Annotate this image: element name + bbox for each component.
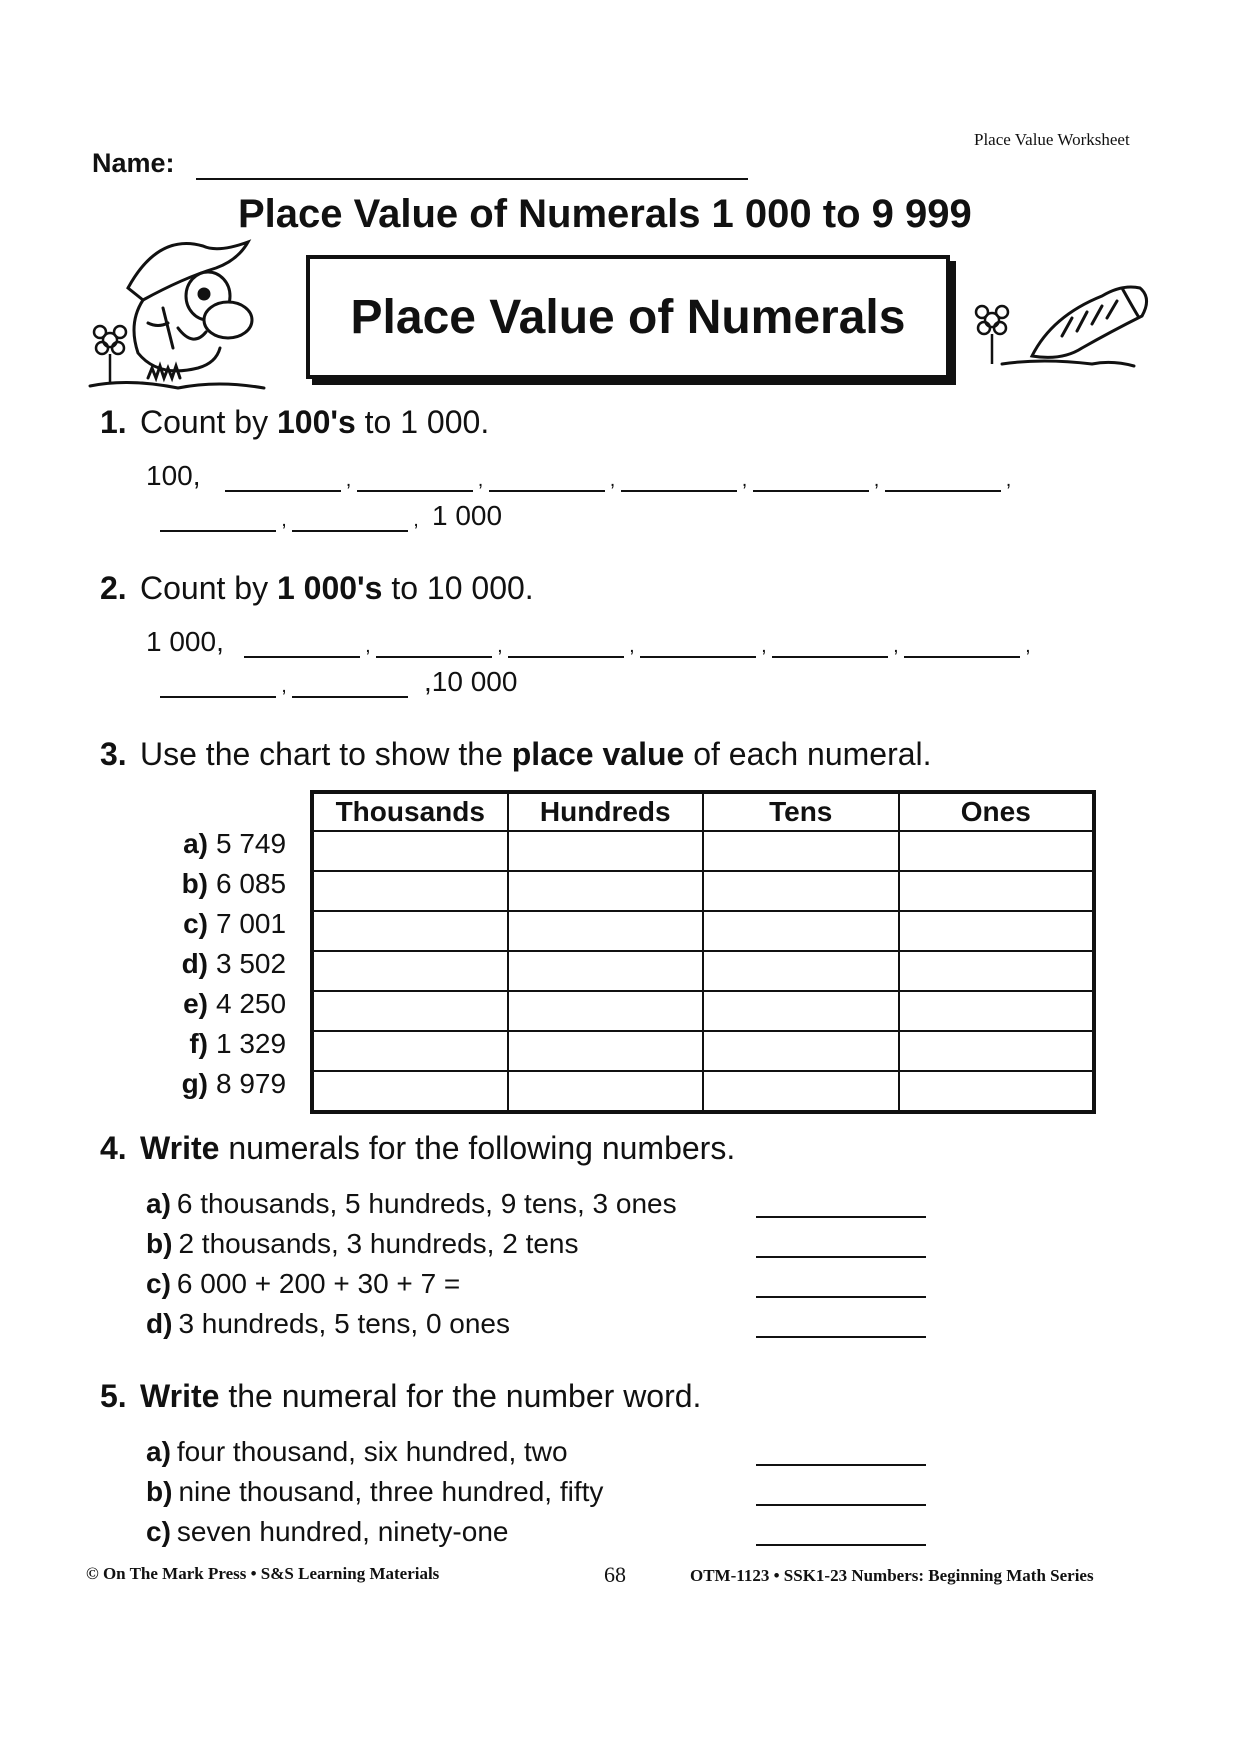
- column-header-ones: Ones: [899, 792, 1095, 831]
- chart-cell[interactable]: [703, 911, 899, 951]
- column-header-thousands: Thousands: [312, 792, 508, 831]
- flower-icon: [94, 326, 126, 384]
- q5-item: b) nine thousand, three hundred, fifty: [146, 1476, 604, 1507]
- chart-cell[interactable]: [312, 1031, 508, 1071]
- chart-cell[interactable]: [703, 951, 899, 991]
- q2-answer-blank[interactable]: [244, 634, 360, 658]
- row-label: a) 5 749: [183, 828, 287, 859]
- chart-cell[interactable]: [703, 1031, 899, 1071]
- q1-answer-blank[interactable]: [489, 468, 605, 492]
- chart-cell[interactable]: [312, 911, 508, 951]
- row-label: f) 1 329: [189, 1028, 287, 1059]
- q5-item: a) four thousand, six hundred, two: [146, 1436, 568, 1467]
- chart-cell[interactable]: [508, 951, 704, 991]
- chart-cell[interactable]: [899, 1031, 1095, 1071]
- q4-item: b) 2 thousands, 3 hundreds, 2 tens: [146, 1228, 579, 1259]
- q5-answer-line[interactable]: [756, 1464, 926, 1466]
- row-label: g) 8 979: [181, 1068, 287, 1099]
- chart-header-row: [312, 792, 1094, 831]
- q2-answer-blank[interactable]: [640, 634, 756, 658]
- column-header-hundreds: Hundreds: [508, 792, 704, 831]
- page-number: 68: [604, 1562, 626, 1587]
- q4-answer-line[interactable]: [756, 1216, 926, 1218]
- chart-cell[interactable]: [899, 1071, 1095, 1112]
- q2-sequence-row-2: , ,10 000: [160, 666, 517, 698]
- q1-end: 1 000: [432, 500, 503, 531]
- q4-item: d) 3 hundreds, 5 tens, 0 ones: [146, 1308, 511, 1339]
- cartoon-shoe-icon: [962, 276, 1154, 376]
- chart-row: [312, 871, 1094, 911]
- chart-row: [312, 1031, 1094, 1071]
- name-field[interactable]: [196, 178, 748, 180]
- q1-answer-blank[interactable]: [357, 468, 473, 492]
- chart-cell[interactable]: [899, 871, 1095, 911]
- question-3: 3. Use the chart to show the place value of each numeral.: [100, 736, 932, 772]
- flower-icon: [976, 306, 1008, 364]
- question-5: 5. Write the numeral for the number word.: [100, 1378, 702, 1414]
- chart-cell[interactable]: [899, 911, 1095, 951]
- q5-answer-line[interactable]: [756, 1504, 926, 1506]
- chart-cell[interactable]: [312, 831, 508, 871]
- q1-sequence-row-2: , , 1 000: [160, 500, 502, 532]
- chart-cell[interactable]: [312, 951, 508, 991]
- q5-item: c) seven hundred, ninety-one: [146, 1516, 509, 1547]
- chart-cell[interactable]: [508, 911, 704, 951]
- row-labels: [170, 828, 286, 1108]
- q1-answer-blank[interactable]: [885, 468, 1001, 492]
- chart-cell[interactable]: [508, 1031, 704, 1071]
- q2-answer-blank[interactable]: [160, 674, 276, 698]
- chart-cell[interactable]: [703, 871, 899, 911]
- q2-answer-blank[interactable]: [508, 634, 624, 658]
- q1-answer-blank[interactable]: [621, 468, 737, 492]
- chart-cell[interactable]: [312, 991, 508, 1031]
- place-value-chart: [310, 790, 1096, 1114]
- row-label: c) 7 001: [183, 908, 287, 939]
- row-label: b) 6 085: [181, 868, 287, 899]
- chart-cell[interactable]: [508, 871, 704, 911]
- chart-cell[interactable]: [508, 991, 704, 1031]
- chart-row: [312, 1071, 1094, 1112]
- worksheet-tag: Place Value Worksheet: [974, 130, 1130, 149]
- q2-answer-blank[interactable]: [292, 674, 408, 698]
- name-label: Name:: [92, 148, 175, 178]
- chart-cell[interactable]: [703, 991, 899, 1031]
- q4-answer-line[interactable]: [756, 1256, 926, 1258]
- q1-answer-blank[interactable]: [160, 508, 276, 532]
- chart-cell[interactable]: [508, 831, 704, 871]
- chart-cell[interactable]: [899, 951, 1095, 991]
- q4-item: c) 6 000 + 200 + 30 + 7 =: [146, 1268, 461, 1299]
- question-1: 1. Count by 100's to 1 000.: [100, 404, 490, 440]
- chart-row: [312, 991, 1094, 1031]
- page-title: Place Value of Numerals 1 000 to 9 999: [238, 192, 972, 236]
- question-2: 2. Count by 1 000's to 10 000.: [100, 570, 534, 606]
- chart-cell[interactable]: [899, 831, 1095, 871]
- boxed-title-frame: [306, 255, 950, 379]
- footer-series: OTM-1123 • SSK1-23 Numbers: Beginning Math Series: [690, 1566, 1094, 1585]
- q4-answer-line[interactable]: [756, 1336, 926, 1338]
- row-label: e) 4 250: [183, 988, 287, 1019]
- boxed-title: Place Value of Numerals: [350, 290, 906, 344]
- footer-copyright: © On The Mark Press • S&S Learning Materials: [86, 1564, 440, 1583]
- q4-answer-line[interactable]: [756, 1296, 926, 1298]
- chart-row: [312, 951, 1094, 991]
- chart-cell[interactable]: [899, 991, 1095, 1031]
- q1-sequence-row-1: 100, , , , , , ,: [146, 460, 1012, 491]
- q2-start: 1 000,: [146, 626, 224, 657]
- q2-answer-blank[interactable]: [376, 634, 492, 658]
- q1-answer-blank[interactable]: [292, 508, 408, 532]
- chart-cell[interactable]: [508, 1071, 704, 1112]
- q5-answer-line[interactable]: [756, 1544, 926, 1546]
- q2-end: ,10 000: [424, 666, 518, 697]
- q1-answer-blank[interactable]: [753, 468, 869, 492]
- question-4: 4. Write numerals for the following numbers.: [100, 1130, 736, 1166]
- chart-cell[interactable]: [703, 831, 899, 871]
- chart-row: [312, 831, 1094, 871]
- chart-cell[interactable]: [312, 1071, 508, 1112]
- column-header-tens: Tens: [703, 792, 899, 831]
- q2-answer-blank[interactable]: [772, 634, 888, 658]
- q1-answer-blank[interactable]: [225, 468, 341, 492]
- q4-item: a) 6 thousands, 5 hundreds, 9 tens, 3 ones: [146, 1188, 677, 1219]
- chart-row: [312, 911, 1094, 951]
- cartoon-cowboy-character-icon: [88, 228, 288, 394]
- chart-cell[interactable]: [312, 871, 508, 911]
- q2-sequence-row-1: 1 000, , , , , , ,: [146, 626, 1031, 657]
- q1-start: 100,: [146, 460, 201, 491]
- chart-cell[interactable]: [703, 1071, 899, 1112]
- q2-answer-blank[interactable]: [904, 634, 1020, 658]
- row-label: d) 3 502: [181, 948, 287, 979]
